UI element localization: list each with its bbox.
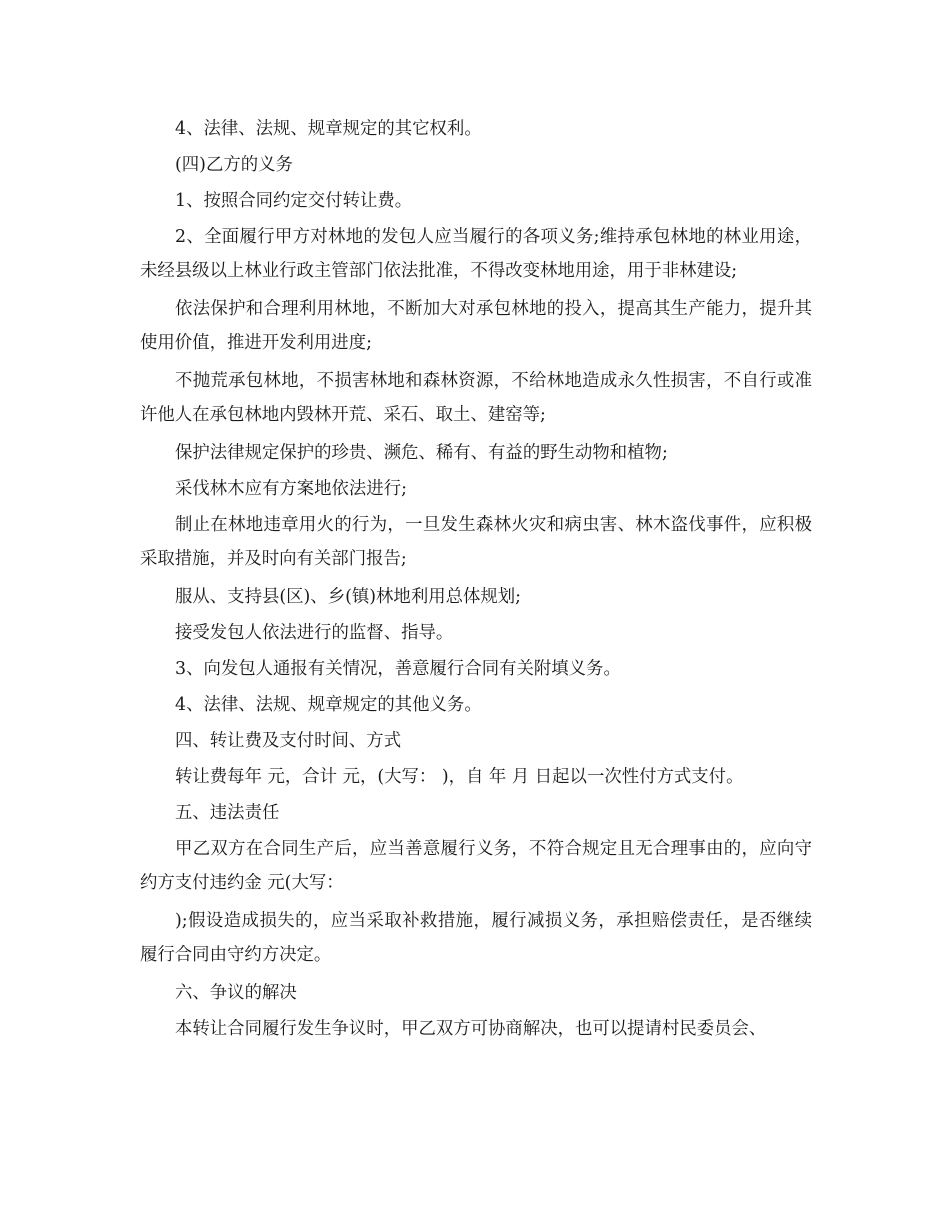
paragraph-liability: 甲乙双方在合同生产后，应当善意履行义务，不符合规定且无合理事由的，应向守约方支付违约金 元(大写： xyxy=(140,839,812,893)
paragraph-protect-wildlife: 保护法律规定保护的珍贵、濒危、稀有、有益的野生动物和植物; xyxy=(175,443,668,463)
section-heading-transfer-fee: 四、转让费及支付时间、方式 xyxy=(175,731,402,751)
paragraph-dispute: 本转让合同履行发生争议时，甲乙双方可协商解决，也可以提请村民委员会、 xyxy=(175,1019,767,1039)
paragraph-other-rights: 4、法律、法规、规章规定的其它权利。 xyxy=(175,119,482,139)
paragraph-protect-forest: 依法保护和合理利用林地，不断加大对承包林地的投入，提高其生产能力，提升其使用价值，推进开发利用进度; xyxy=(140,299,812,353)
paragraph-obligation-4: 4、法律、法规、规章规定的其他义务。 xyxy=(175,695,482,715)
paragraph-obligation-2: 2、全面履行甲方对林地的发包人应当履行的各项义务;维持承包林地的林业用途，未经县级以上林业行政主管部门依法批准，不得改变林地用途，用于非林建设; xyxy=(140,227,812,281)
paragraph-transfer-fee: 转让费每年 元，合计 元，(大写： )，自 年 月 日起以一次性付方式支付。 xyxy=(175,767,744,787)
paragraph-remedy: );假设造成损失的，应当采取补救措施，履行减损义务，承担赔偿责任，是否继续履行合同由守约方决定。 xyxy=(140,911,812,965)
paragraph-follow-planning: 服从、支持县(区)、乡(镇)林地利用总体规划; xyxy=(175,587,522,607)
paragraph-logging-plan: 采伐林木应有方案地依法进行; xyxy=(175,479,407,499)
paragraph-obligation-1: 1、按照合同约定交付转让费。 xyxy=(175,191,413,211)
paragraph-no-abandon: 不抛荒承包林地，不损害林地和森林资源，不给林地造成永久性损害，不自行或准许他人在承包林地内毁林开荒、采石、取土、建窑等; xyxy=(140,371,812,425)
section-heading-dispute: 六、争议的解决 xyxy=(175,983,297,1003)
paragraph-accept-supervision: 接受发包人依法进行的监督、指导。 xyxy=(175,623,454,643)
paragraph-fire-prevention: 制止在林地违章用火的行为，一旦发生森林火灾和病虫害、林木盗伐事件，应积极采取措施，并及时向有关部门报告; xyxy=(140,515,812,569)
paragraph-obligation-3: 3、向发包人通报有关情况，善意履行合同有关附填义务。 xyxy=(175,659,621,679)
section-heading-party-b-obligations: (四)乙方的义务 xyxy=(175,155,293,175)
document-body xyxy=(140,112,812,1048)
section-heading-liability: 五、违法责任 xyxy=(175,803,280,823)
